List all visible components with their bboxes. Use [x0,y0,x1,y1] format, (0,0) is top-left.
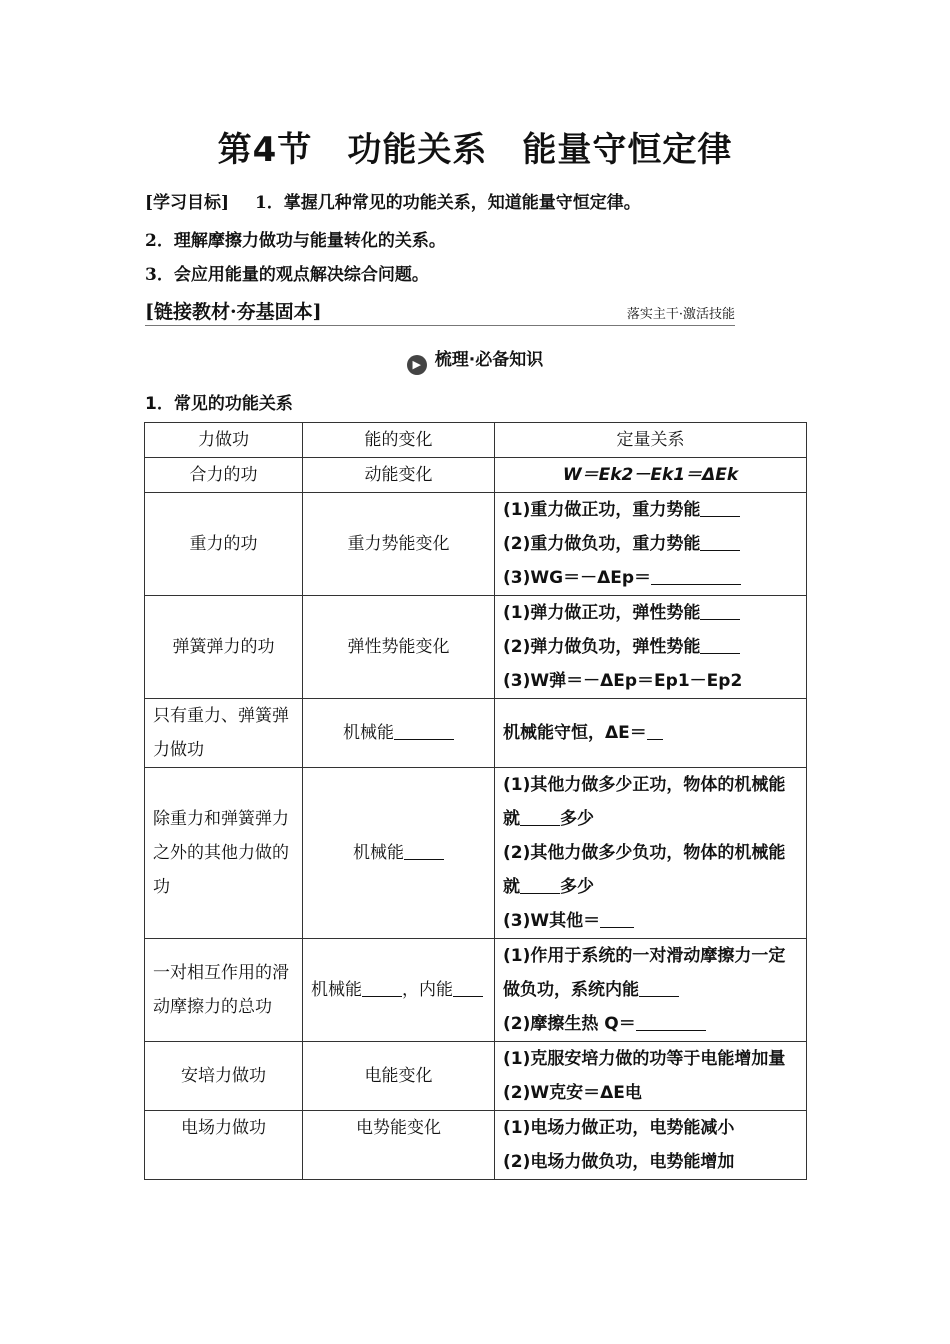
page-title: 第4节 功能关系 能量守恒定律 [217,130,733,170]
relation-line-2: (2)重力做负功，重力势能 [503,534,701,554]
cell-relation [495,458,807,493]
cell-force: 只有重力、弹簧弹力做功 [145,699,303,768]
fill-blank [700,639,740,654]
relation-line-1: (1)弹力做正功，弹性势能 [503,603,701,623]
change-text-a: 机械能 [311,980,362,1000]
relation-line-1-tail: 多少 [560,809,594,829]
cell-force: 安培力做功 [145,1042,303,1111]
relation-line-1: (1)其他力做多少正功，物体的机械能就 [503,775,786,829]
cell-change: 动能变化 [303,458,495,493]
cell-relation [495,768,807,939]
fill-blank [394,725,454,740]
cell-force: 电场力做功 [145,1111,303,1180]
table-row [145,1111,807,1180]
cell-change [303,699,495,768]
fill-blank [639,982,679,997]
learning-goal-1: 1．掌握几种常见的功能关系，知道能量守恒定律。 [254,193,641,213]
cell-change: 弹性势能变化 [303,596,495,699]
cell-change: 电势能变化 [303,1111,495,1180]
cell-change [303,768,495,939]
cell-change: 重力势能变化 [303,493,495,596]
fill-blank [700,502,740,517]
fill-blank [700,536,740,551]
section-band [145,297,735,326]
fill-blank [520,811,560,826]
relation-line-1: (1)克服安培力做的功等于电能增加量 [503,1049,786,1069]
table-row [145,458,807,493]
relation-line-1: (1)重力做正功，重力势能 [503,500,701,520]
relation-line-2: (2)电场力做负功，电势能增加 [503,1152,735,1172]
band-left-title: [链接教材·夯基固本] [145,301,322,323]
fill-blank [600,913,634,928]
table-row [145,1042,807,1111]
cell-relation [495,493,807,596]
relation-line-3: (3)W其他＝ [503,911,601,931]
relation-line-2: (2)W克安＝ΔE电 [503,1083,642,1103]
table-row [145,939,807,1042]
band-right-caption: 落实主干·激活技能 [626,307,735,322]
learning-goal-2: 2．理解摩擦力做功与能量转化的关系。 [145,231,446,251]
relation-line-3: (3)W弹＝－ΔEp＝Ep1－Ep2 [503,671,743,691]
cell-change: 电能变化 [303,1042,495,1111]
change-text: 机械能 [343,723,394,743]
table-header-row [145,423,807,458]
subsection-title: 1．常见的功能关系 [145,394,293,414]
fill-blank [362,982,402,997]
header-energy-change: 能的变化 [303,423,495,458]
relation-line-1: 机械能守恒，ΔE＝ [503,723,647,743]
table-row [145,699,807,768]
fill-blank [520,879,560,894]
play-icon: ▶ [407,355,427,375]
knowledge-section-heading [0,345,950,375]
header-quantitative-relation: 定量关系 [495,423,807,458]
relation-line-2: (2)其他力做多少负功，物体的机械能就 [503,843,786,897]
table-row [145,768,807,939]
relation-line-2: (2)弹力做负功，弹性势能 [503,637,701,657]
fill-blank [700,605,740,620]
cell-change [303,939,495,1042]
learning-goals-line-1 [145,188,641,213]
cell-relation [495,1042,807,1111]
relation-line-3: (3)WG＝－ΔEp＝ [503,568,652,588]
relation-line-1: (1)电场力做正功，电势能减小 [503,1118,735,1138]
learning-goals-label: [学习目标] [145,193,230,213]
header-force-work: 力做功 [145,423,303,458]
relation-line-2: (2)摩擦生热 Q＝ [503,1014,636,1034]
cell-force: 除重力和弹簧弹力之外的其他力做的功 [145,768,303,939]
fill-blank [647,725,663,740]
learning-goal-3: 3．会应用能量的观点解决综合问题。 [145,265,429,285]
relation-line-2-tail: 多少 [560,877,594,897]
fill-blank [404,845,444,860]
table-row [145,493,807,596]
change-text-b: ，内能 [402,980,453,1000]
knowledge-section-title: 梳理·必备知识 [434,350,544,370]
table-row [145,596,807,699]
relation-formula: W＝Ek2－Ek1＝ΔEk [562,465,739,485]
cell-force: 合力的功 [145,458,303,493]
cell-relation [495,939,807,1042]
cell-relation [495,699,807,768]
change-text: 机械能 [353,843,404,863]
cell-relation [495,1111,807,1180]
relation-line-1: (1)作用于系统的一对滑动摩擦力一定做负功，系统内能 [503,946,786,1000]
cell-force: 重力的功 [145,493,303,596]
fill-blank [636,1016,706,1031]
cell-force: 一对相互作用的滑动摩擦力的总功 [145,939,303,1042]
cell-relation [495,596,807,699]
function-energy-table [144,422,807,1180]
fill-blank [651,570,741,585]
fill-blank [453,982,483,997]
cell-force: 弹簧弹力的功 [145,596,303,699]
